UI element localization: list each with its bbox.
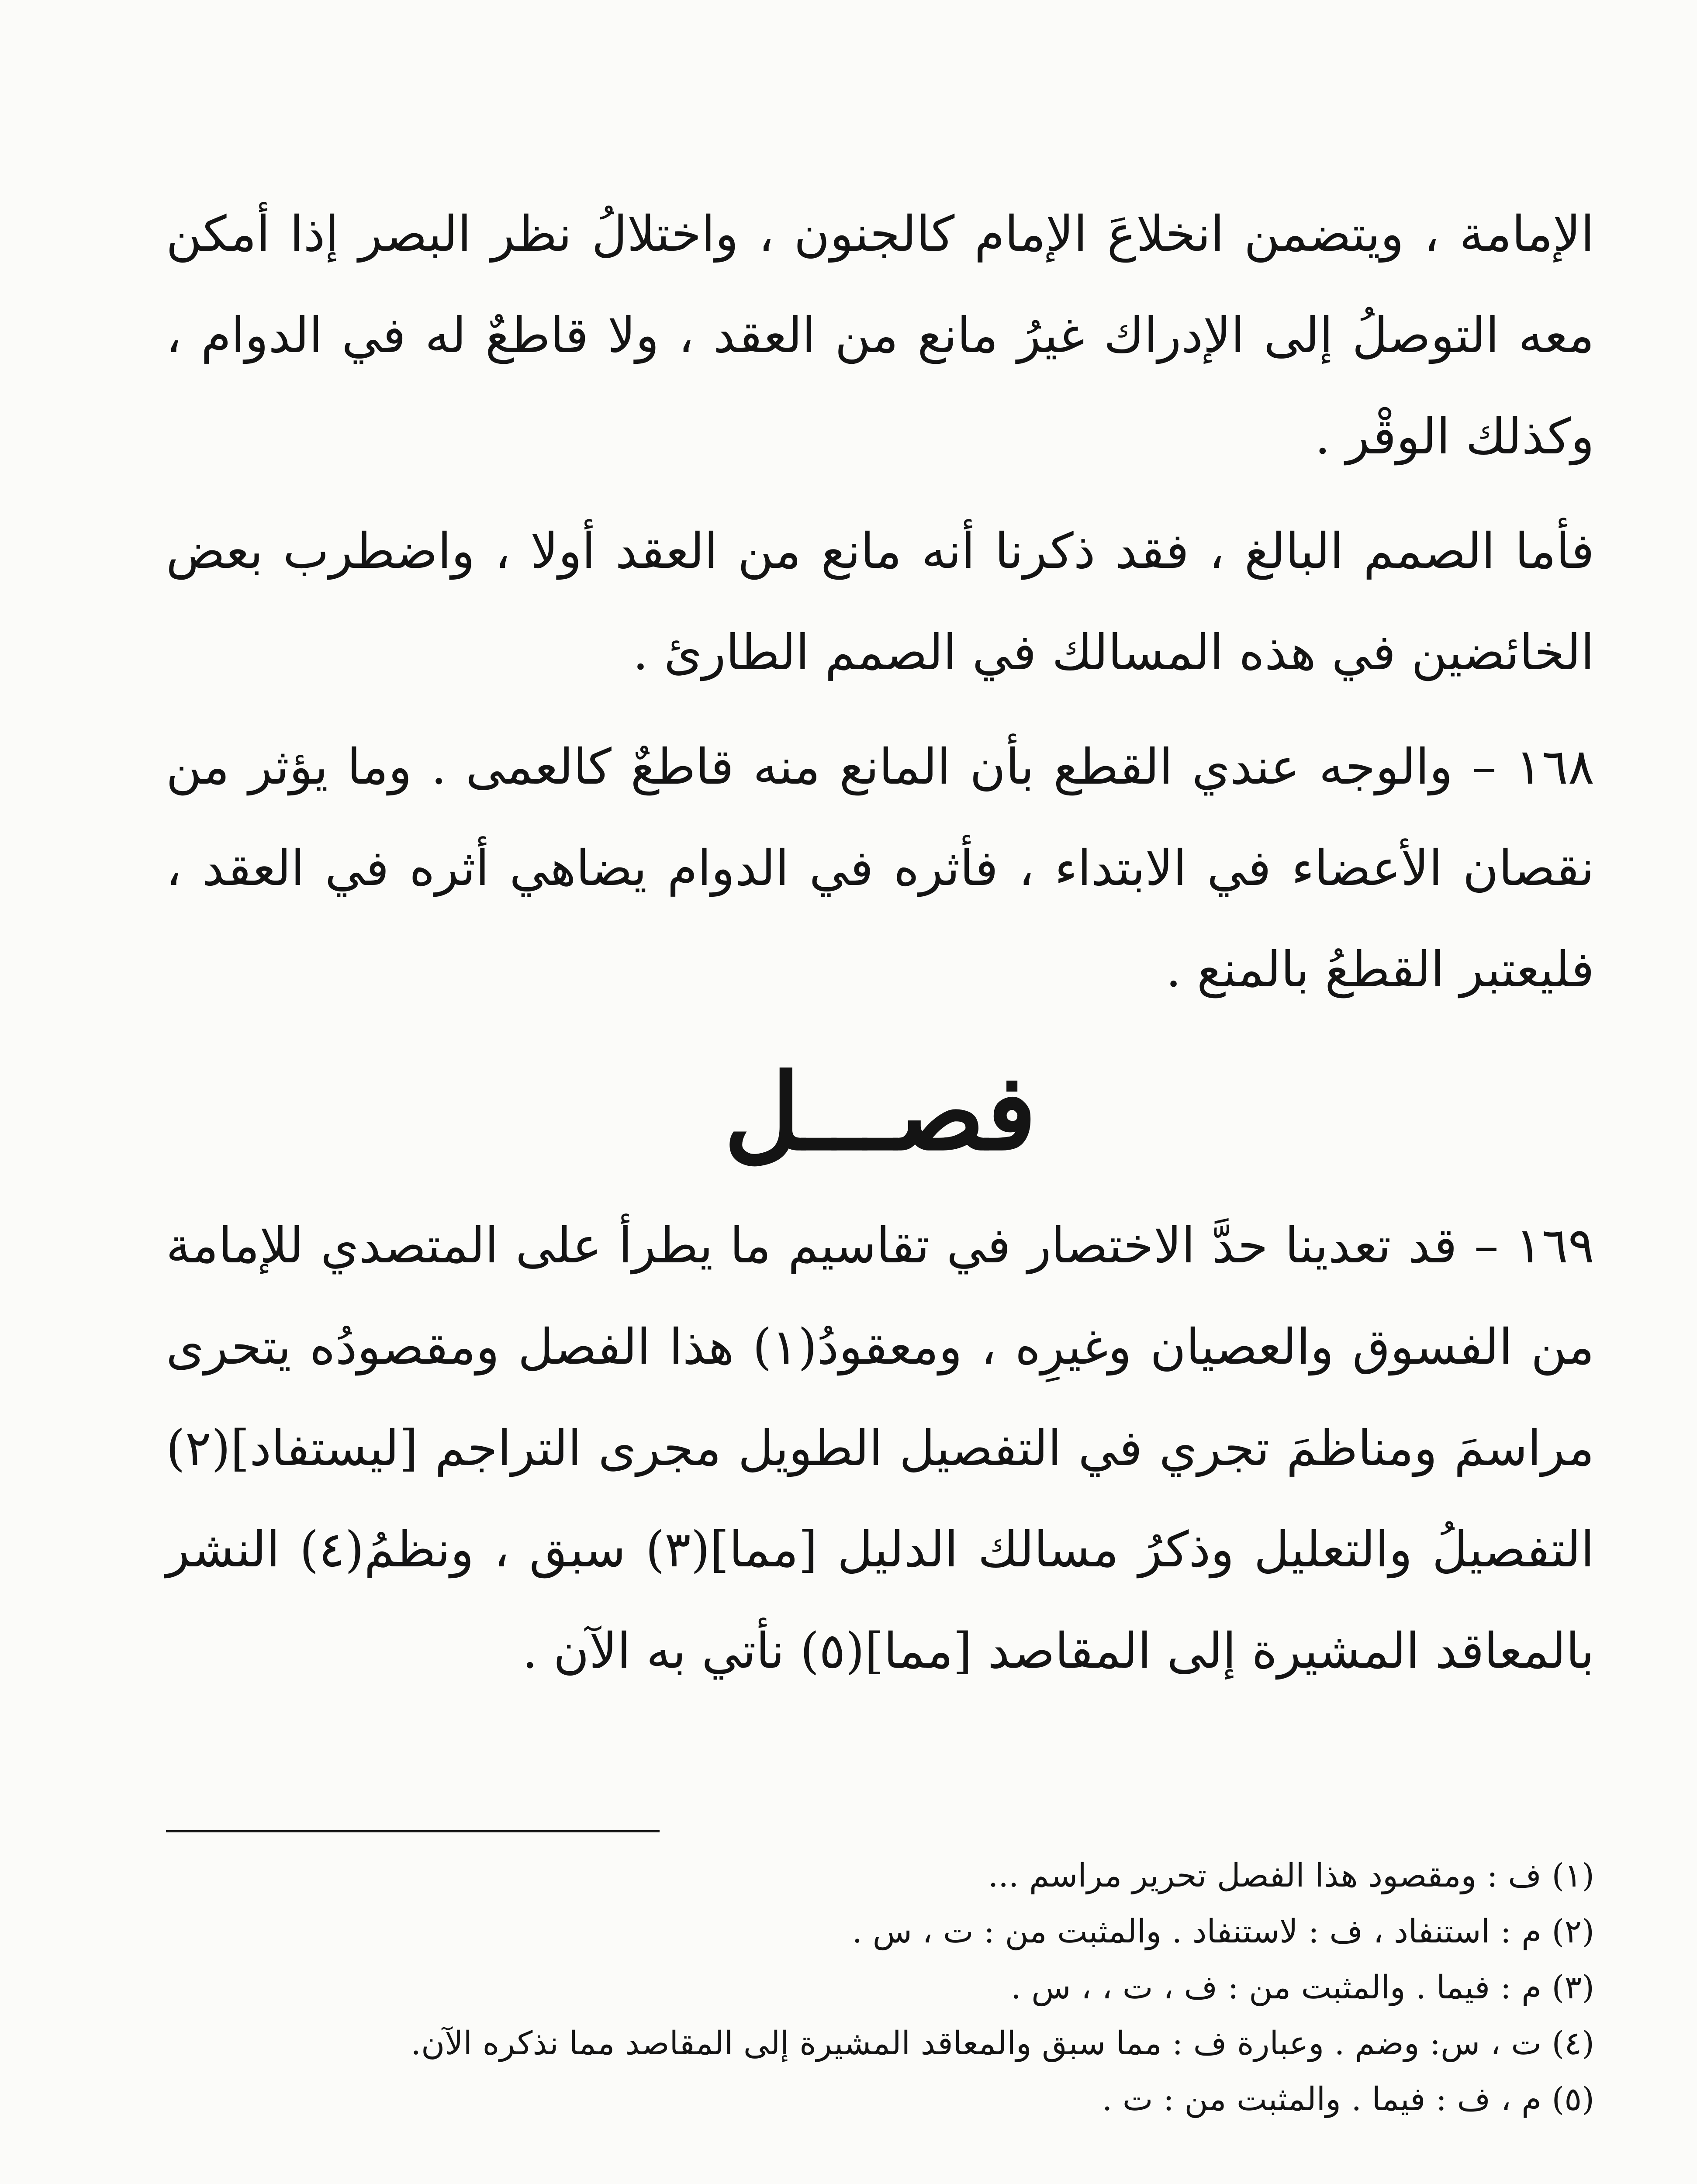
footnotes — [166, 1848, 1594, 2127]
footnote-4: (٤) ت ، س: وضم . وعبارة ف : مما سبق والمعاقد المشيرة إلى المقاصد مما نذكره الآن. — [411, 2025, 1594, 2062]
section-heading: فصـــل — [724, 1051, 1037, 1174]
paragraph-168: ١٦٨ – والوجه عندي القطع بأن المانع منه قاطعٌ كالعمى . وما يؤثر من نقصان الأعضاء في الابتداء ، فأثره في الدوام يضاهي أثره في العقد ، فليعتبر القطعُ بالمنع . — [166, 739, 1595, 998]
footnote-3: (٣) م : فيما . والمثبت من : ف ، ت ، ، س . — [1011, 1969, 1594, 2006]
footnote-divider — [166, 1830, 660, 1832]
paragraph-169: ١٦٩ – قد تعدينا حدَّ الاختصار في تقاسيم ما يطرأ على المتصدي للإمامة من الفسوق والعصيان وغيرِه ، ومعقودُ(١) هذا الفصل ومقصودُه يتحرى مراسمَ ومناظمَ تجري في التفصيل الطويل مجرى التراجم [ليستفاد](٢) التفصيلُ والتعليل وذكرُ مسالك الدليل [مما](٣) سبق ، ونظمُ(٤) النشر بالمعاقد المشيرة إلى المقاصد [مما](٥) نأتي به الآن . — [166, 1217, 1594, 1679]
paragraph-1: الإمامة ، ويتضمن انخلاعَ الإمام كالجنون ، واختلالُ نظر البصر إذا أمكن معه التوصلُ إلى الإدراك غيرُ مانع من العقد ، ولا قاطعٌ له في الدوام ، وكذلك الوقْر . — [166, 206, 1594, 465]
paragraph-2: فأما الصمم البالغ ، فقد ذكرنا أنه مانع من العقد أولا ، واضطرب بعض الخائضين في هذه المسالك في الصمم الطارئ . — [166, 523, 1594, 681]
footnote-2: (٢) م : استنفاد ، ف : لاستنفاد . والمثبت من : ت ، س . — [852, 1913, 1594, 1950]
main-text — [166, 183, 1594, 1702]
footnote-1: (١) ف : ومقصود هذا الفصل تحرير مراسم ... — [988, 1857, 1594, 1894]
footnote-5: (٥) م ، ف : فيما . والمثبت من : ت . — [1102, 2080, 1594, 2118]
